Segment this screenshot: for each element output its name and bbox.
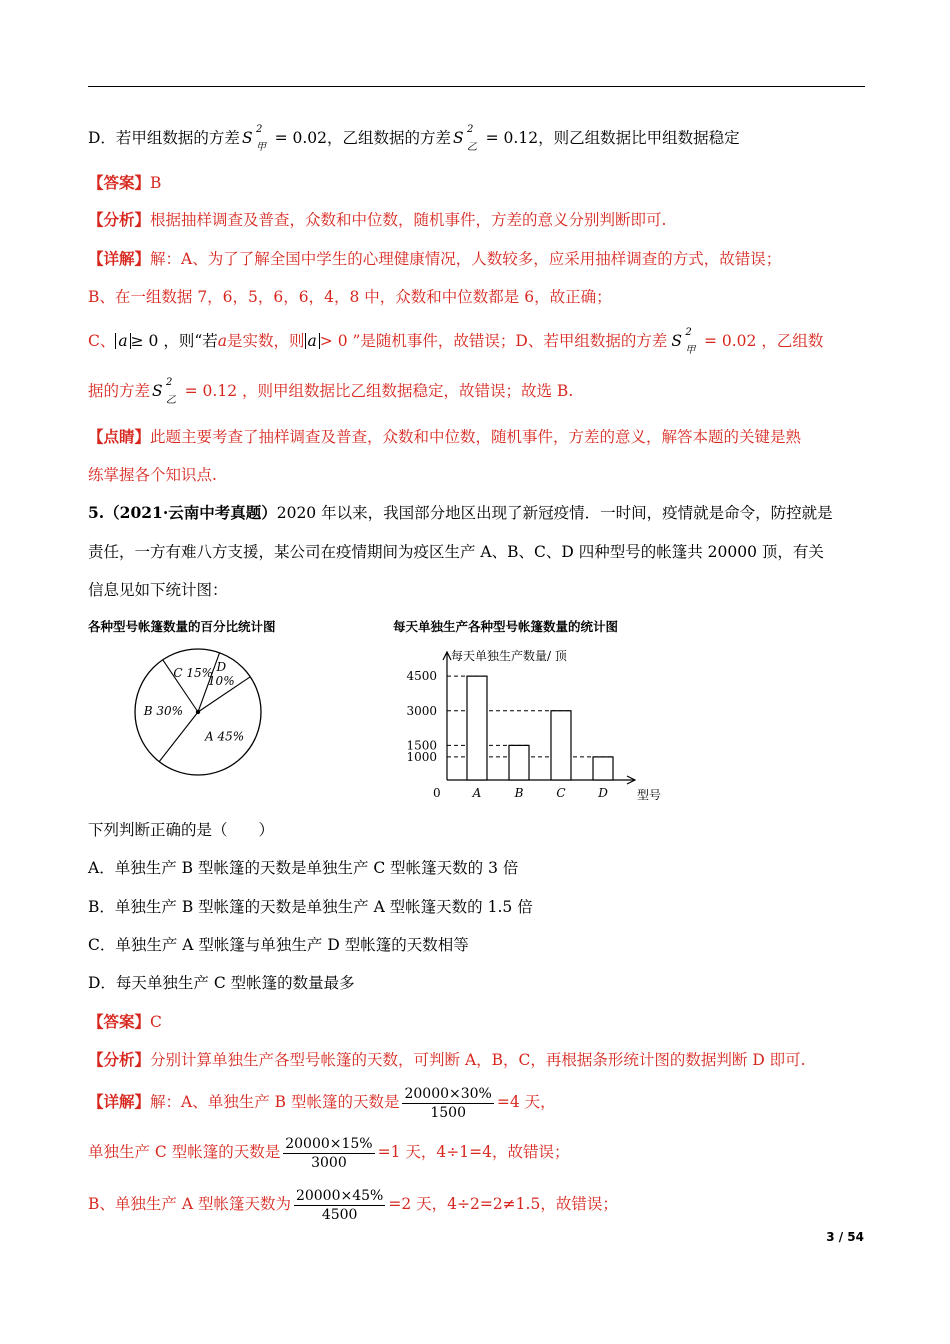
q5-question: 下列判断正确的是（ ）: [88, 821, 275, 839]
bar-chart: [395, 640, 695, 815]
page-number: 3 / 54: [826, 1230, 864, 1244]
pie-center-dot: [196, 710, 200, 714]
q5-option-d: D．每天单独生产 C 型帐篷的数量最多: [88, 974, 355, 992]
q5-stem-line-2: 责任，一方有难八方支援，某公司在疫情期间为疫区生产 A、B、C、D 四种型号的帐篷共 20000 顶，有关: [88, 543, 824, 561]
bar-category-label-c: C: [556, 786, 566, 800]
bar-category-label-a: A: [472, 786, 482, 800]
bar-y-tick-4500: 4500: [406, 669, 437, 684]
q5-stem-line-3: 信息见如下统计图：: [88, 581, 228, 599]
header-rule: [88, 86, 865, 87]
q4-detail-line-2: B、在一组数据 7，6，5，6，6，4，8 中，众数和中位数都是 6，故正确；: [88, 288, 612, 306]
q5-option-a: A．单独生产 B 型帐篷的天数是单独生产 C 型帐篷天数的 3 倍: [88, 859, 519, 877]
bar-b: [509, 745, 529, 780]
bar-category-label-b: B: [514, 786, 524, 800]
q4-tip-line-2: 练掌握各个知识点.: [88, 466, 217, 484]
q5-option-b: B．单独生产 B 型帐篷的天数是单独生产 A 型帐篷天数的 1.5 倍: [88, 898, 533, 916]
bar-c: [551, 711, 571, 780]
bar-a: [467, 676, 487, 780]
bar-d: [593, 757, 613, 780]
bar-y-tick-1500: 1500: [406, 738, 437, 753]
q4-detail-line-3: C、 a ≥ 0 ，则“若a是实数，则 a > 0 ”是随机事件，故错误；D、若甲组数据的方差 S 2 甲 = 0.02 ，乙组数: [88, 327, 824, 356]
pie-label-d: D 10%: [207, 660, 235, 689]
pie-label-b: B 30%: [143, 703, 184, 718]
bar-y-axis-label: 每天单独生产数量/ 顶: [451, 649, 567, 663]
q4-analysis: 【分析】根据抽样调查及普查，众数和中位数，随机事件，方差的意义分别判断即可.: [88, 210, 667, 229]
q5-detail-line-1: 【详解】解：A、单独生产 B 型帐篷的天数是 $\frac{20000\times 30\%}{1500}$ =4 天，: [88, 1085, 556, 1121]
q5-detail-line-2: 单独生产 C 型帐篷的天数是 $\frac{20000\times 15\%}{3000}$ =1 天，4÷1=4，故错误；: [88, 1135, 570, 1171]
pie-label-a: A 45%: [205, 729, 245, 744]
pie-chart: [120, 640, 320, 820]
bar-chart-title: 每天单独生产各种型号帐篷数量的统计图: [393, 619, 619, 634]
q5-option-c: C．单独生产 A 型帐篷与单独生产 D 型帐篷的天数相等: [88, 936, 469, 954]
bar-x-axis-label: 型号: [637, 788, 662, 802]
bar-category-label-d: D: [598, 786, 608, 800]
q4-detail-line-1: 【详解】解：A、为了了解全国中学生的心理健康情况，人数较多，应采用抽样调查的方式，故错误；: [88, 249, 782, 268]
q5-analysis: 【分析】分别计算单独生产各型号帐篷的天数，可判断 A，B，C，再根据条形统计图的数据判断 D 即可.: [88, 1050, 806, 1069]
q5-answer: 【答案】C: [88, 1012, 162, 1031]
q4-option-d: D．若甲组数据的方差 S 2 甲 = 0.02，乙组数据的方差 S 2 乙 = 0.12，则乙组数据比甲组数据稳定: [88, 124, 740, 153]
bar-y-tick-3000: 3000: [406, 703, 437, 718]
pie-label-c: C 15%: [173, 666, 214, 681]
pie-chart-title: 各种型号帐篷数量的百分比统计图: [88, 619, 276, 634]
q5-detail-line-3: B、单独生产 A 型帐篷天数为 $\frac{20000\times 45\%}{4500}$ =2 天，4÷2=2≠1.5，故错误；: [88, 1187, 618, 1223]
bar-y-tick-1000: 1000: [406, 749, 437, 764]
q4-tip-line-1: 【点睛】此题主要考查了抽样调查及普查，众数和中位数，随机事件，方差的意义，解答本题的关键是熟: [88, 427, 802, 446]
q5-stem-line-1: 5.（2021·云南中考真题）2020 年以来，我国部分地区出现了新冠疫情．一时间，疫情就是命令，防控就是: [88, 503, 833, 522]
q4-answer: 【答案】B: [88, 173, 162, 192]
bar-origin-label: 0: [433, 786, 441, 800]
q4-detail-line-4: 据的方差 S 2 乙 = 0.12 ，则甲组数据比乙组数据稳定，故错误；故选 B.: [88, 377, 574, 406]
pie-slice-boundary-b: [159, 712, 198, 762]
